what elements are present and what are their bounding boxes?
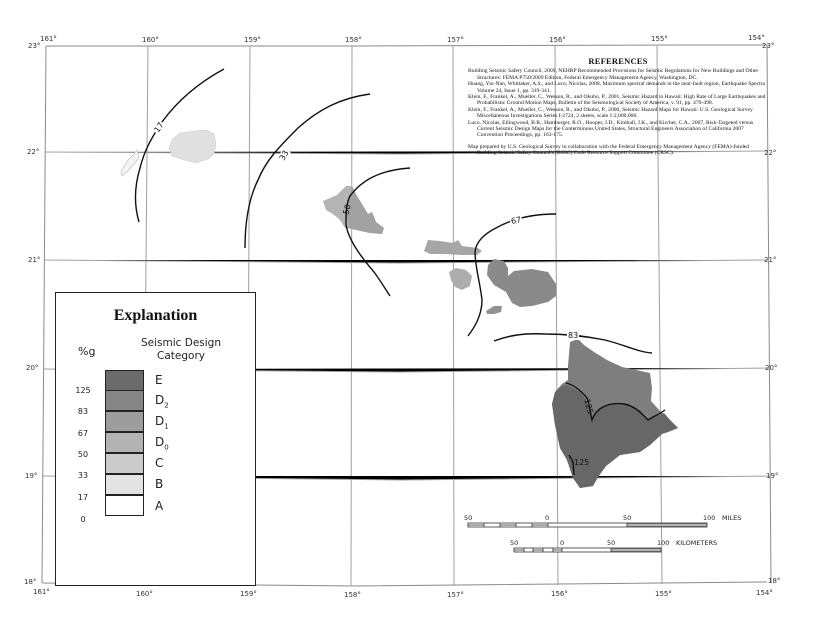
lon-label-bottom-158: 158° xyxy=(344,591,361,599)
contour-label-50: 50 xyxy=(341,203,353,216)
lon-label-top-154: 154° xyxy=(748,34,765,42)
lat-label-right-19: 19° xyxy=(766,472,779,480)
scale-km-label-50-left: 50 xyxy=(510,539,519,547)
lon-label-bottom-154: 154° xyxy=(756,589,773,597)
contour-label-83: 83 xyxy=(568,331,579,340)
lon-label-top-161: 161° xyxy=(40,35,57,43)
island-maui xyxy=(487,259,556,307)
island-kahoolawe xyxy=(486,306,502,314)
reference-item: Klein, F., Frankel, A., Mueller, C., Wesson, R., and Okubo, P., 2000, Seismic Hazard Maps for Hawaii: U.S. Geological Survey Miscellaneous Investigations Series I-2724, 2 sheets, scale 1:2,000,000. xyxy=(468,106,753,120)
legend-category-heading xyxy=(126,337,236,363)
scale-miles-label-100: 100 xyxy=(703,514,716,522)
contour-label-33: 33 xyxy=(277,148,291,163)
legend-category-d2: $D_2$ xyxy=(155,393,169,410)
scale-miles-label-50-left: 50 xyxy=(464,514,473,522)
legend-breakpoint-33: 33 xyxy=(77,471,89,480)
lon-label-bottom-161: 161° xyxy=(33,588,50,596)
lat-label-left-19: 19° xyxy=(25,472,38,480)
legend-swatch-d1 xyxy=(105,411,144,432)
map-credit: Map prepared by U.S. Geological Survey in collaboration with the Federal Emergency Management Agency (FEMA)-funded Building Seismic Safety Council's (BSSC) Code Resource Support Committee (CRSC). xyxy=(468,143,750,157)
island-lanai xyxy=(449,268,472,290)
lon-label-bottom-155: 155° xyxy=(655,590,672,598)
contour-label-17: 17 xyxy=(152,120,166,135)
references-panel xyxy=(468,58,768,162)
lat-label-right-20: 20° xyxy=(765,364,778,372)
lat-label-left-18: 18° xyxy=(24,578,37,586)
reference-item: Building Seismic Safety Council, 2009, NEHRP Recommended Provisions for Seismic Regulations for New Buildings and Other Structures: FEMA P750/2009 Edition, Federal Emergency Management Agency, Washington, DC. xyxy=(468,68,759,81)
legend-category-d1: $D_1$ xyxy=(155,414,169,431)
scale-km-label-50-right: 50 xyxy=(607,539,616,547)
lat-label-left-23: 23° xyxy=(28,42,41,50)
reference-item: Luco, Nicolas, Ellingwood, B.R., Hamburger, R.O., Hooper, J.D., Kimball, J.K., and Kircher, C.A., 2007, Risk-Targeted versus Current Seismic Design Maps for the Conterminous United States, Structural Engineers Association of California 2007 Convention Proceedings, pp. 163-175. xyxy=(468,119,754,139)
legend-swatch-a xyxy=(105,495,144,516)
lon-label-bottom-160: 160° xyxy=(136,590,153,598)
island-kauai xyxy=(169,130,216,163)
legend-breakpoint-125: 125 xyxy=(75,386,91,395)
scale-miles-label-0: 0 xyxy=(545,514,550,522)
lat-label-left-20: 20° xyxy=(26,364,39,372)
scale-miles-unit: MILES xyxy=(722,514,742,522)
legend-swatch-d0 xyxy=(105,432,144,453)
lon-label-top-155: 155° xyxy=(651,35,668,43)
scale-km-unit: KILOMETERS xyxy=(676,539,718,547)
lon-label-top-158: 158° xyxy=(345,36,362,44)
lon-label-bottom-157: 157° xyxy=(447,591,464,599)
lon-label-top-160: 160° xyxy=(142,36,159,44)
scale-miles-label-50-right: 50 xyxy=(623,514,632,522)
legend-swatch-c xyxy=(105,453,144,474)
lon-label-bottom-156: 156° xyxy=(551,590,568,598)
legend-breakpoint-0: 0 xyxy=(80,515,86,524)
legend-category-heading-line2: Category xyxy=(157,350,205,362)
legend-breakpoint-67: 67 xyxy=(77,429,89,438)
scale-bar-kilometers xyxy=(514,548,661,552)
island-niihau xyxy=(121,150,139,176)
legend-title: Explanation xyxy=(113,307,198,324)
legend-swatch-b xyxy=(105,474,144,495)
lat-label-right-18: 18° xyxy=(768,577,781,585)
reference-item: Klein, F., Frankel, A., Mueller, C., Wesson, R., and Okubo, P., 2001, Seismic Hazard in Hawaii: High Rate of Large Earthquakes and Probabilistic Ground Motion Maps, Bulletin of the Seismological Society of America, v. 91, pp. 479-498. xyxy=(468,94,766,107)
legend-breakpoint-50: 50 xyxy=(77,450,89,459)
lon-label-top-156: 156° xyxy=(549,36,566,44)
contour-label-125-upper: 125 xyxy=(582,397,595,416)
legend-swatch-e xyxy=(105,370,144,391)
reference-item: Huang, Yin-Nan, Whittaker, A.S., and Luco, Nicolas, 2008, Maximum spectral demands in the near-fault region, Earthquake Spectra Volume 24, Issue 1, pp. 319-341. xyxy=(468,81,765,94)
lat-label-right-22: 22° xyxy=(764,149,777,157)
legend-category-heading-line1: Seismic Design xyxy=(140,337,222,349)
lon-label-top-159: 159° xyxy=(244,36,261,44)
lat-label-right-23: 23° xyxy=(762,42,775,50)
scale-bar-miles xyxy=(468,523,707,527)
lat-label-right-21: 21° xyxy=(764,256,777,264)
legend-category-d0: $D_0$ xyxy=(155,435,169,452)
lon-label-bottom-159: 159° xyxy=(240,590,257,598)
scale-km-label-100: 100 xyxy=(657,539,670,547)
contour-label-125-lower: 125 xyxy=(574,458,590,467)
lat-label-left-21: 21° xyxy=(28,256,41,264)
references-title: REFERENCES xyxy=(588,56,648,66)
legend-breakpoint-17: 17 xyxy=(77,493,89,502)
legend-category-a: A xyxy=(155,499,164,513)
lon-label-top-157: 157° xyxy=(447,36,464,44)
legend-category-e: E xyxy=(155,373,163,387)
legend-breakpoint-83: 83 xyxy=(77,407,89,416)
legend-category-b: B xyxy=(155,477,164,491)
legend-category-c: C xyxy=(155,456,164,470)
legend-swatch-d2 xyxy=(105,390,144,411)
contour-label-67: 67 xyxy=(510,215,523,226)
legend-panel xyxy=(55,292,256,586)
legend-units-label: %g xyxy=(78,345,96,358)
lat-label-left-22: 22° xyxy=(27,148,40,156)
scale-km-label-0: 0 xyxy=(560,539,565,547)
